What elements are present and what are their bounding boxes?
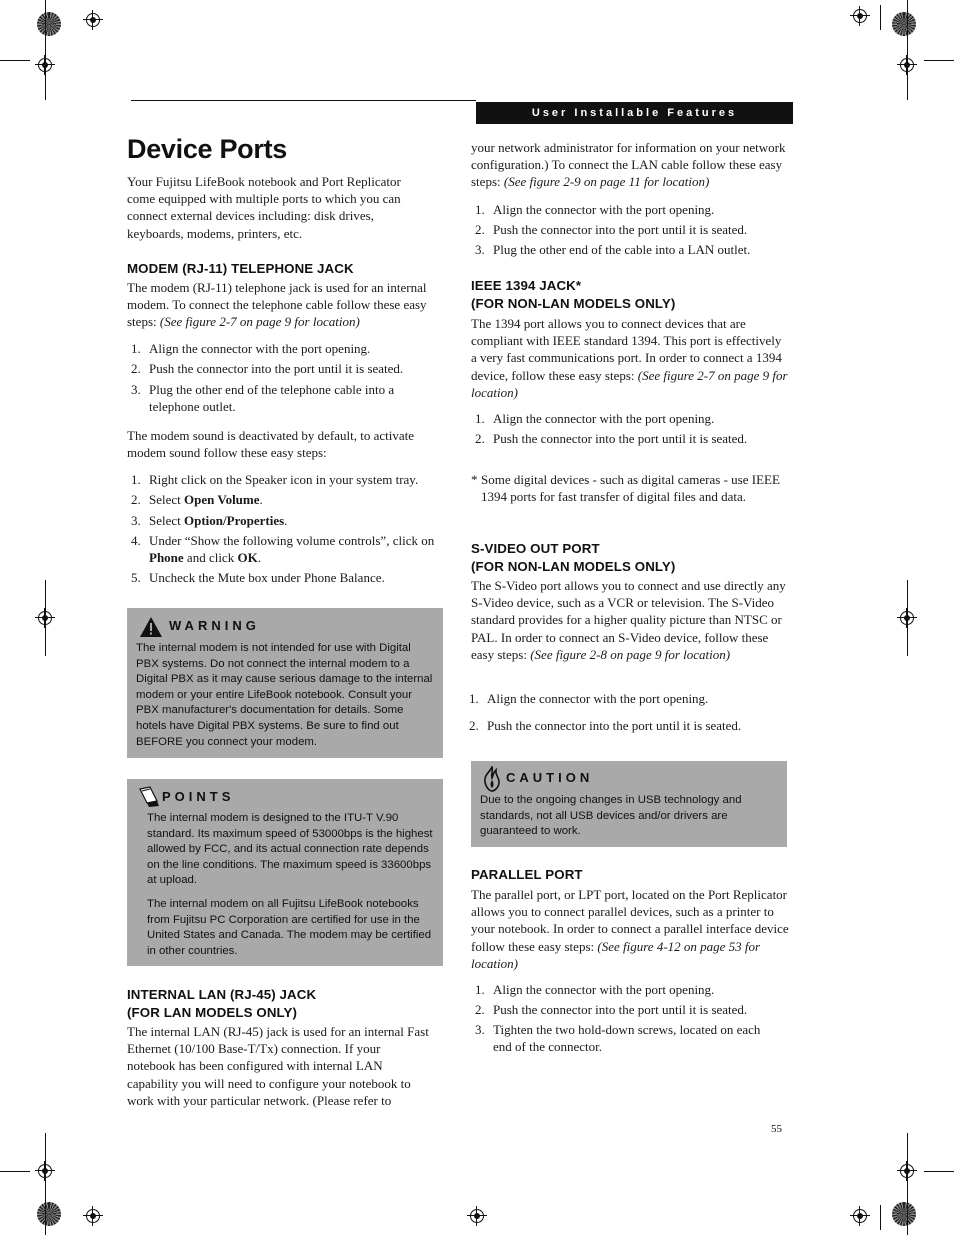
list-item: 2. Push the connector into the port until it is seated.: [475, 222, 748, 237]
ieee-figure-ref: (See figure 2-7 on page 9 for location): [471, 367, 788, 400]
list-item: 2. Push the connector into the port until it is seated.: [131, 361, 404, 376]
page-number: 55: [771, 1123, 782, 1135]
crop-mark: [0, 60, 30, 61]
points-item-1: The internal modem is designed to the ITU-T V.90 standard. Its maximum speed of 53000bps is the highest allowed by FCC, and its actual connection rate depends on the line conditions. The maximum speed is 33600bps at upload.: [147, 812, 433, 887]
parallel-heading: PARALLEL PORT: [471, 867, 583, 882]
modem-sound-steps: [127, 471, 443, 586]
crop-mark: [907, 1133, 908, 1235]
parallel-figure-ref: (See figure 4-12 on page 53 for location): [471, 938, 761, 971]
lan-heading: INTERNAL LAN (RJ-45) JACK (FOR LAN MODELS ONLY): [127, 987, 317, 1020]
crop-mark: [45, 580, 46, 656]
footnote-marker: *: [471, 472, 478, 487]
registration-mark-icon: [467, 1206, 487, 1226]
caution-text: Due to the ongoing changes in USB technology and standards, not all USB devices and/or drivers are guaranteed to work.: [480, 794, 742, 838]
list-item: 4. Under “Show the following volume controls”, click on Phone and click OK.: [131, 533, 435, 565]
lan-steps: [471, 201, 789, 258]
svideo-body: The S-Video port allows you to connect and use directly any S-Video device, such as a VCR or television. The S-Video standard provides for a higher quality picture than NTSC or PAL. In order to connect an S-Video device, follow these easy steps: (See figure 2-8 on page 9 for location): [471, 578, 786, 662]
parallel-steps: [471, 981, 771, 1055]
svideo-heading: S-VIDEO OUT PORT (FOR NON-LAN MODELS ONLY): [471, 541, 676, 574]
list-item: 2. Push the connector into the port until it is seated.: [475, 431, 748, 446]
parallel-body: The parallel port, or LPT port, located on the Port Replicator allows you to connect parallel devices, such as a printer to your notebook. In order to connect a parallel interface device follow these easy steps: (See figure 4-12 on page 53 for location): [471, 887, 789, 971]
list-item: 1. Align the connector with the port opening.: [475, 411, 715, 426]
crop-mark: [0, 1171, 30, 1172]
points-label: POINTS: [162, 789, 235, 804]
caution-label: CAUTION: [506, 770, 594, 785]
registration-mark-icon: [850, 6, 870, 26]
list-item: 5. Uncheck the Mute box under Phone Balance.: [131, 570, 385, 585]
crop-mark: [924, 1171, 954, 1172]
ieee-steps: [471, 410, 789, 447]
points-item-2: The internal modem on all Fujitsu LifeBook notebooks from Fujitsu PC Corporation are certified for use in the United States and Canada. The modem may be certified in other countries.: [147, 898, 432, 957]
svideo-figure-ref: (See figure 2-8 on page 9 for location): [530, 646, 731, 662]
caution-box: [471, 761, 787, 847]
ieee-heading: IEEE 1394 JACK* (FOR NON-LAN MODELS ONLY): [471, 278, 676, 311]
list-item: 1. Align the connector with the port opening.: [475, 982, 715, 997]
crop-mark: [880, 1205, 881, 1230]
warning-icon: [139, 616, 163, 644]
modem-heading: MODEM (RJ-11) TELEPHONE JACK: [127, 261, 354, 276]
list-item: 3. Plug the other end of the cable into a LAN outlet.: [475, 242, 751, 257]
list-item: 3. Select Option/Properties.: [131, 513, 288, 528]
crop-mark: [880, 5, 881, 30]
registration-disc-top-left: [37, 12, 61, 36]
modem-figure-ref: (See figure 2-7 on page 9 for location): [159, 314, 360, 330]
list-item: 2. Select Open Volume.: [131, 492, 263, 507]
ieee-footnote: * Some digital devices - such as digital cameras - use IEEE 1394 ports for fast transfer of digital files and data.: [471, 472, 780, 505]
intro-paragraph: Your Fujitsu LifeBook notebook and Port Replicator come equipped with multiple ports to which you can connect external devices including: disk drives, keyboards, modems, printers, etc.: [127, 174, 401, 241]
list-item: 3. Tighten the two hold-down screws, located on each end of the connector.: [475, 1022, 761, 1054]
registration-disc-bottom-right: [892, 1202, 916, 1226]
registration-mark-icon: [83, 1206, 103, 1226]
registration-disc-top-right: [892, 12, 916, 36]
registration-mark-icon: [850, 1206, 870, 1226]
registration-mark-icon: [83, 10, 103, 30]
list-item: 1. Align the connector with the port opening.: [475, 202, 715, 217]
lan-figure-ref: (See figure 2-9 on page 11 for location): [503, 174, 710, 190]
list-item: 1. Align the connector with the port opening.: [469, 691, 709, 706]
list-item: 2. Push the connector into the port until it is seated.: [475, 1002, 748, 1017]
list-item: 2. Push the connector into the port until it is seated.: [469, 718, 742, 733]
lan-body-left: The internal LAN (RJ-45) jack is used for an internal Fast Ethernet (10/100 Base-T/Tx) connection. If your notebook has been configured with internal LAN capability you will need to configure your notebook to work with your particular network. (Please refer to: [127, 1024, 429, 1108]
warning-box: [127, 608, 443, 758]
crop-mark: [45, 0, 46, 100]
list-item: 3. Plug the other end of the telephone cable into a telephone outlet.: [131, 382, 395, 414]
svideo-steps: [465, 690, 789, 734]
header-rule: [131, 100, 476, 101]
page-title: Device Ports: [127, 134, 287, 164]
warning-text: The internal modem is not intended for use with Digital PBX systems. Do not connect the internal modem to a Digital PBX as it may cause serious damage to the internal modem or your entire LifeBook notebook. Consult your PBX manufacturer's documentation for details. Some hotels have Digital PBX systems. Be sure to find out BEFORE you connect your modem.: [136, 642, 433, 748]
modem-sound-note: The modem sound is deactivated by default, to activate modem sound follow these easy steps:: [127, 428, 414, 461]
lan-body-right: your network administrator for information on your network configuration.) To connect the LAN cable follow these easy steps: (See figure 2-9 on page 11 for location): [471, 140, 786, 190]
crop-mark: [907, 0, 908, 100]
crop-mark: [45, 1133, 46, 1235]
list-item: 1. Align the connector with the port opening.: [131, 341, 371, 356]
modem-body: [127, 279, 443, 331]
crop-mark: [924, 60, 954, 61]
modem-steps: [127, 340, 437, 415]
modem-body-text: The modem (RJ-11) telephone jack is used for an internal modem. To connect the telephone cable follow these easy steps:: [127, 280, 427, 330]
section-header-bar: User Installable Features: [476, 102, 793, 124]
registration-disc-bottom-left: [37, 1202, 61, 1226]
warning-label: WARNING: [169, 618, 260, 633]
list-item: 1. Right click on the Speaker icon in your system tray.: [131, 472, 419, 487]
points-box: [127, 779, 443, 966]
crop-mark: [907, 580, 908, 656]
ieee-body: The 1394 port allows you to connect devices that are compliant with IEEE standard 1394. This port is effectively a very fast communications port. In order to connect a 1394 device, follow these easy steps: (See figure 2-7 on page 9 for location): [471, 316, 788, 400]
